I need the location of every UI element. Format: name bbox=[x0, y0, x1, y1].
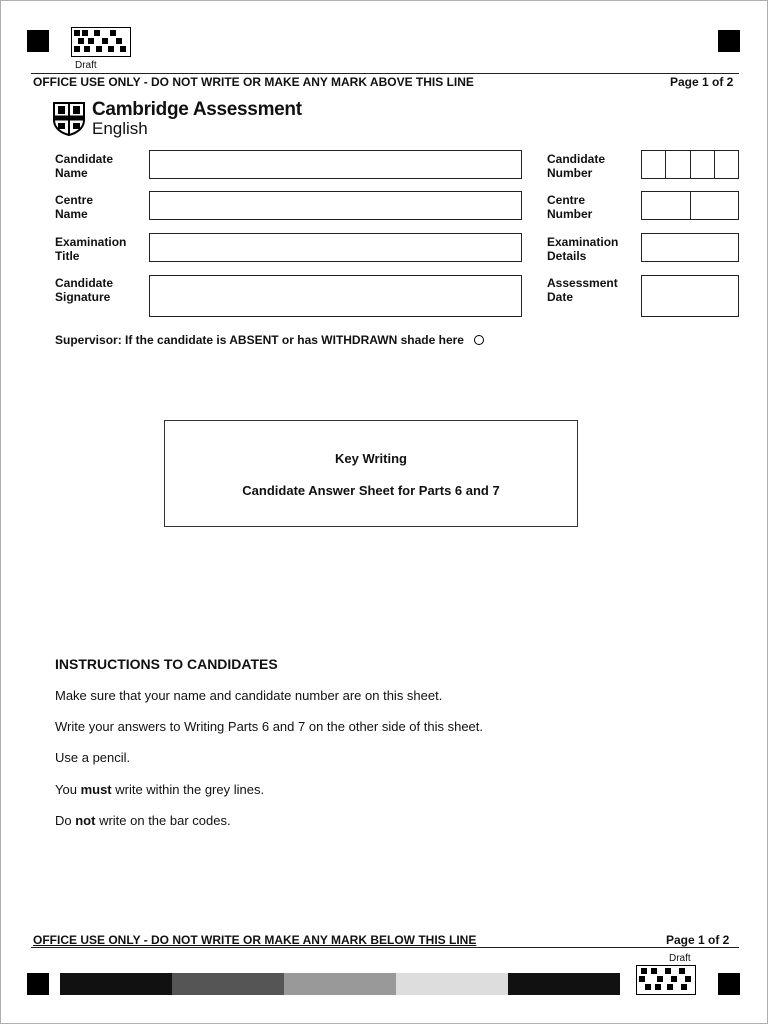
instruction-line-3: Use a pencil. bbox=[55, 750, 131, 765]
examination-title-field[interactable] bbox=[149, 233, 522, 262]
university-crest-icon bbox=[53, 102, 85, 136]
label-centre-name: Centre Name bbox=[55, 193, 94, 221]
instruction-line-1: Make sure that your name and candidate number are on this sheet. bbox=[55, 688, 443, 703]
grey-bar-light bbox=[396, 973, 508, 995]
centre-name-field[interactable] bbox=[149, 191, 522, 220]
label-examination-title: Examination Title bbox=[55, 235, 127, 263]
exam-subtitle: Candidate Answer Sheet for Parts 6 and 7 bbox=[242, 483, 500, 498]
label-candidate-signature: Candidate Signature bbox=[55, 276, 114, 304]
registration-mark-bottom-right bbox=[718, 973, 740, 995]
page-indicator-top: Page 1 of 2 bbox=[670, 75, 734, 89]
barcode-bottom bbox=[636, 965, 696, 995]
registration-mark-top-left bbox=[27, 30, 49, 52]
candidate-signature-field[interactable] bbox=[149, 275, 522, 317]
draft-label-bottom: Draft bbox=[669, 953, 691, 964]
centre-number-field[interactable] bbox=[641, 191, 739, 220]
grey-scale-bar bbox=[60, 973, 620, 995]
office-use-top: OFFICE USE ONLY - DO NOT WRITE OR MAKE ANY MARK ABOVE THIS LINE bbox=[33, 75, 474, 89]
draft-label-top: Draft bbox=[75, 60, 97, 71]
examination-details-field[interactable] bbox=[641, 233, 739, 262]
supervisor-instruction: Supervisor: If the candidate is ABSENT or has WITHDRAWN shade here bbox=[55, 333, 484, 347]
candidate-number-field[interactable] bbox=[641, 150, 739, 179]
instruction-line-5: Do not write on the bar codes. bbox=[55, 813, 231, 828]
grey-bar-dark bbox=[172, 973, 284, 995]
instructions-heading: INSTRUCTIONS TO CANDIDATES bbox=[55, 656, 278, 672]
absent-shade-circle[interactable] bbox=[474, 335, 484, 345]
label-candidate-number: Candidate Number bbox=[547, 152, 606, 180]
grey-bar-black-1 bbox=[60, 973, 172, 995]
label-assessment-date: Assessment Date bbox=[547, 276, 618, 304]
label-centre-number: Centre Number bbox=[547, 193, 593, 221]
label-candidate-name: Candidate Name bbox=[55, 152, 114, 180]
office-use-bottom: OFFICE USE ONLY - DO NOT WRITE OR MAKE ANY MARK BELOW THIS LINE bbox=[33, 933, 477, 947]
assessment-date-field[interactable] bbox=[641, 275, 739, 317]
instruction-line-4: You must write within the grey lines. bbox=[55, 782, 265, 797]
grey-bar-mid bbox=[284, 973, 396, 995]
registration-mark-bottom-left bbox=[27, 973, 49, 995]
label-examination-details: Examination Details bbox=[547, 235, 619, 263]
rule-bottom bbox=[31, 947, 739, 948]
exam-title-box bbox=[164, 420, 578, 527]
logo-name: Cambridge Assessment bbox=[92, 99, 302, 120]
candidate-name-field[interactable] bbox=[149, 150, 522, 179]
registration-mark-top-right bbox=[718, 30, 740, 52]
barcode-top bbox=[71, 27, 131, 57]
logo-subname: English bbox=[92, 119, 148, 138]
rule-top bbox=[31, 73, 739, 74]
grey-bar-black-2 bbox=[508, 973, 620, 995]
exam-title: Key Writing bbox=[335, 451, 407, 466]
page-indicator-bottom: Page 1 of 2 bbox=[666, 933, 730, 947]
instruction-line-2: Write your answers to Writing Parts 6 and 7 on the other side of this sheet. bbox=[55, 719, 484, 734]
